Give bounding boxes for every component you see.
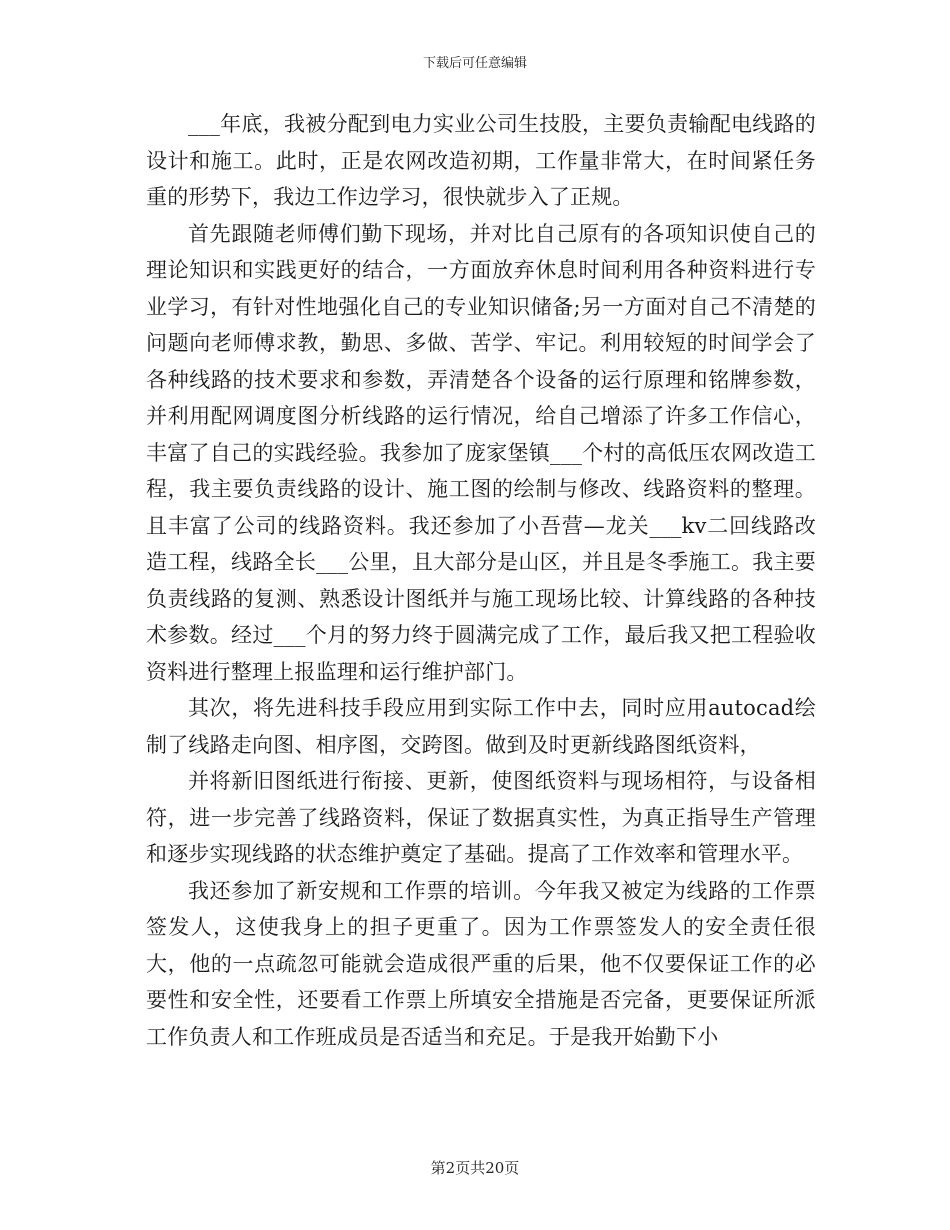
paragraph-5: 我还参加了新安规和工作票的培训。今年我又被定为线路的工作票签发人，这使我身上的担子更重了。因为工作票签发人的安全责任很大，他的一点疏忽可能就会造成很严重的后果，他不仅要保证工作的必要性和安全性，还要看工作票上所填安全措施是否完备，更要保证所派工作负责人和工作班成员是否适当和充足。于是我开始勤下小 — [146, 878, 816, 1049]
document-body — [146, 106, 816, 1055]
paragraph-2: 首先跟随老师傅们勤下现场，并对比自己原有的各项知识使自己的理论知识和实践更好的结合，一方面放弃休息时间利用各种资料进行专业学习，有针对性地强化自己的专业知识储备;另一方面对自己不清楚的问题向老师傅求教，勤思、多做、苦学、牢记。利用较短的时间学会了各种线路的技术要求和参数，弄清楚各个设备的运行原理和铭牌参数，并利用配网调度图分析线路的运行情况，给自己增添了许多工作信心，丰富了自己的实践经验。我参加了庞家堡镇___个村的高低压农网改造工程，我主要负责线路的设计、施工图的绘制与修改、线路资料的整理。且丰富了公司的线路资料。我还参加了小吾营—龙关___kv二回线路改造工程，线路全长___公里，且大部分是山区，并且是冬季施工。我主要负责线路的复测、熟悉设计图纸并与施工现场比较、计算线路的各种技术参数。经过___个月的努力终于圆满完成了工作，最后我又把工程验收资料进行整理上报监理和运行维护部门。 — [146, 221, 816, 684]
paragraph-1: ___年底，我被分配到电力实业公司生技股，主要负责输配电线路的设计和施工。此时，正是农网改造初期，工作量非常大，在时间紧任务重的形势下，我边工作边学习，很快就步入了正规。 — [146, 112, 816, 209]
paragraph-3: 其次，将先进科技手段应用到实际工作中去，同时应用autocad绘制了线路走向图、相序图，交跨图。做到及时更新线路图纸资料， — [146, 696, 816, 757]
page-header: 下载后可任意编辑 — [422, 56, 527, 71]
paragraph-4: 并将新旧图纸进行衔接、更新，使图纸资料与现场相符，与设备相符，进一步完善了线路资料，保证了数据真实性，为真正指导生产管理和逐步实现线路的状态维护奠定了基础。提高了工作效率和管理水平。 — [146, 769, 816, 866]
page-footer: 第2页共20页 — [430, 1159, 520, 1177]
